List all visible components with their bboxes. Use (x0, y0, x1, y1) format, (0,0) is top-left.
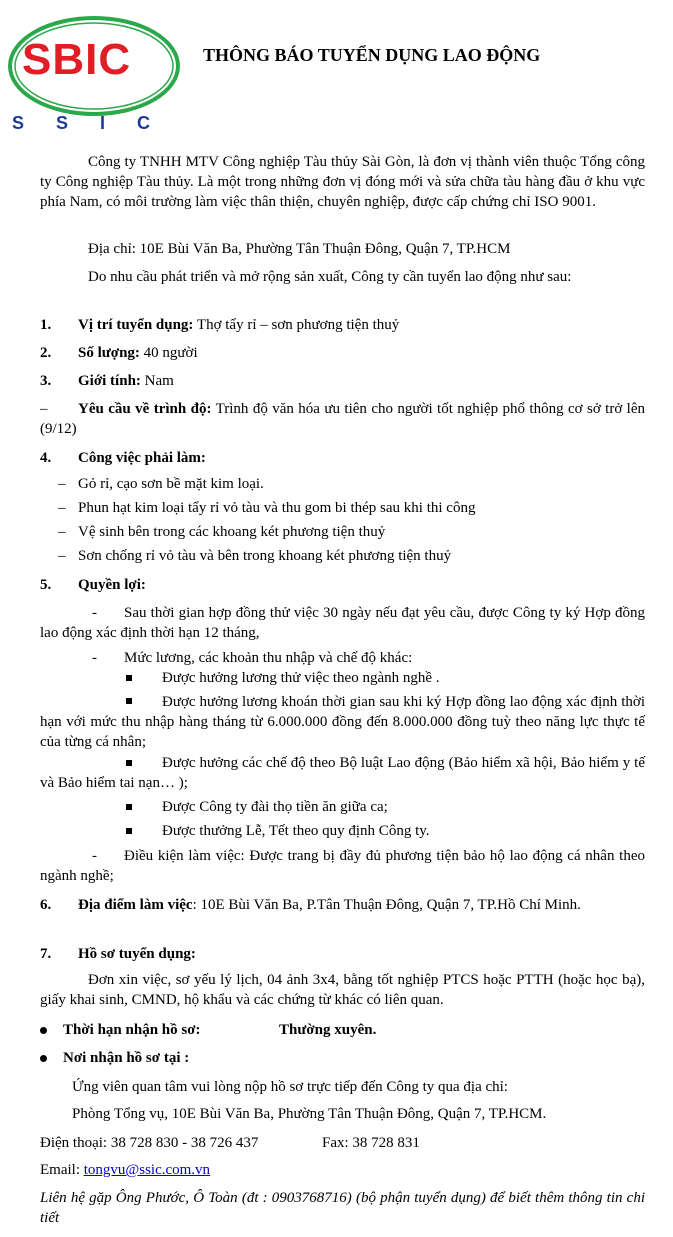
item-gender (78, 371, 174, 391)
square-bullet (126, 804, 132, 810)
benefits-label: Quyền lợi: (78, 577, 146, 593)
deadline-label: Thời hạn nhận hồ sơ: (63, 1022, 201, 1038)
benefit-salary: Mức lương, các khoản thu nhập và chế độ khác: (124, 650, 413, 666)
phone-text: Điện thoại: 38 728 830 - 38 726 437 (40, 1135, 259, 1151)
place-line-1: Ứng viên quan tâm vui lòng nộp hồ sơ trực tiếp đến Công ty qua địa chỉ: (72, 1079, 508, 1095)
company-logo (8, 14, 188, 132)
benefit-sub-item: Được Công ty đài thọ tiền ăn giữa ca; (162, 799, 388, 815)
email-label: Email: (40, 1162, 84, 1178)
gender-label: Giới tính: (78, 373, 141, 389)
benefit-dash-3: - (92, 848, 97, 864)
benefit-sub-item: Được thưởng Lễ, Tết theo quy định Công ty. (162, 823, 430, 839)
benefits-heading (78, 575, 146, 595)
item-1-number: 1. (40, 317, 52, 333)
item-7-number: 7. (40, 946, 52, 962)
position-label: Vị trí tuyển dụng: (78, 317, 194, 333)
square-bullet (126, 828, 132, 834)
bullet-dot (40, 1055, 47, 1062)
work-dash-4: – (58, 548, 66, 564)
square-bullet (126, 675, 132, 681)
work-item: Phun hạt kim loại tẩy rỉ vỏ tàu và thu gom bi thép sau khi thi công (78, 500, 476, 516)
logo-brand: SBIC (22, 35, 132, 84)
dossier-heading (78, 944, 196, 964)
item-6-number: 6. (40, 897, 52, 913)
work-dash-2: – (58, 500, 66, 516)
intro-need: Do nhu cầu phát triển và mở rộng sản xuất, Công ty cần tuyển lao động như sau: (88, 269, 572, 285)
education-label: Yêu cầu về trình độ: (78, 401, 212, 417)
education-value: Trình độ văn hóa ưu tiên cho người tốt nghiệp phổ thông cơ sở trở lên (9/12) (40, 401, 645, 437)
quantity-value: 40 người (139, 345, 198, 361)
location-label: Địa điểm làm việc (78, 897, 193, 913)
bullet-dot (40, 1027, 47, 1034)
email-link[interactable]: tongvu@ssic.com.vn (83, 1162, 211, 1178)
education-dash: – (40, 401, 48, 417)
item-location (78, 895, 645, 915)
work-item: Vệ sinh bên trong các khoang két phương tiện thuỷ (78, 524, 386, 540)
gender-value: Nam (140, 373, 174, 389)
item-position (78, 315, 399, 335)
page-title: THÔNG BÁO TUYỂN DỤNG LAO ĐỘNG (203, 45, 541, 65)
benefit-dash-1: - (92, 605, 97, 621)
item-5-number: 5. (40, 577, 52, 593)
item-quantity (78, 343, 198, 363)
contact-note: Liên hệ gặp Ông Phước, Ô Toàn (đt : 0903768716) (bộ phận tuyển dụng) để biết thêm thông tin chi tiết (40, 1190, 645, 1226)
item-2-number: 2. (40, 345, 52, 361)
work-item: Gỏ rỉ, cạo sơn bề mặt kim loại. (78, 476, 264, 492)
work-heading (78, 448, 206, 468)
dossier-text: Đơn xin việc, sơ yếu lý lịch, 04 ảnh 3x4, bằng tốt nghiệp PTCS hoặc PTTH (hoặc học bạ), giấy khai sinh, CMND, hộ khẩu và các chứng từ khác có liên quan. (40, 972, 645, 1008)
company-address: Địa chỉ: 10E Bùi Văn Ba, Phường Tân Thuận Đông, Quận 7, TP.HCM (88, 241, 511, 257)
benefit-sub-item: Được hưởng lương thử việc theo ngành nghề . (162, 670, 440, 686)
benefit-probation: Sau thời gian hợp đồng thử việc 30 ngày nếu đạt yêu cầu, được Công ty ký Hợp đồng lao động xác định thời hạn 12 tháng, (40, 605, 645, 641)
benefit-dash-2: - (92, 650, 97, 666)
fax-text: Fax: 38 728 831 (322, 1135, 420, 1151)
intro-paragraph: Công ty TNHH MTV Công nghiệp Tàu thủy Sài Gòn, là đơn vị thành viên thuộc Tổng công ty Công nghiệp Tàu thủy. Là một trong những đơn vị đóng mới và sửa chữa tàu hàng đầu ở khu vực phía Nam, có môi trường làm việc thân thiện, chuyên nghiệp, được cấp chứng chỉ ISO 9001. (40, 154, 645, 210)
logo-sub: SSIC (12, 113, 183, 133)
benefit-sub-item: Được hưởng các chế độ theo Bộ luật Lao động (Bảo hiểm xã hội, Bảo hiểm y tế và Bảo hiểm tai nạn… ); (40, 755, 645, 791)
work-dash-1: – (58, 476, 66, 492)
item-education (40, 399, 645, 439)
email-line (40, 1160, 210, 1180)
place-line-2: Phòng Tổng vụ, 10E Bùi Văn Ba, Phường Tân Thuận Đông, Quận 7, TP.HCM. (72, 1106, 547, 1122)
place-label: Nơi nhận hồ sơ tại : (63, 1050, 190, 1066)
work-label: Công việc phải làm: (78, 450, 206, 466)
location-value: : 10E Bùi Văn Ba, P.Tân Thuận Đông, Quận 7, TP.Hồ Chí Minh. (192, 897, 581, 913)
quantity-label: Số lượng: (78, 345, 140, 361)
work-dash-3: – (58, 524, 66, 540)
dossier-label: Hồ sơ tuyển dụng: (78, 946, 196, 962)
work-item: Sơn chống rỉ vỏ tàu và bên trong khoang két phương tiện thuỷ (78, 548, 452, 564)
item-3-number: 3. (40, 373, 52, 389)
benefit-conditions: Điều kiện làm việc: Được trang bị đầy đủ phương tiện bảo hộ lao động cá nhân theo ngành nghề; (40, 848, 645, 884)
deadline-value: Thường xuyên. (279, 1022, 377, 1038)
benefit-sub-item: Được hưởng lương khoán thời gian sau khi ký Hợp đồng lao động xác định thời hạn với mức thu nhập hàng tháng từ 6.000.000 đồng đến 8.000.000 đồng tuỳ theo năng lực thực tế của từng cá nhân; (40, 694, 645, 750)
position-value: Thợ tẩy rỉ – sơn phương tiện thuỷ (193, 317, 400, 333)
item-4-number: 4. (40, 450, 52, 466)
